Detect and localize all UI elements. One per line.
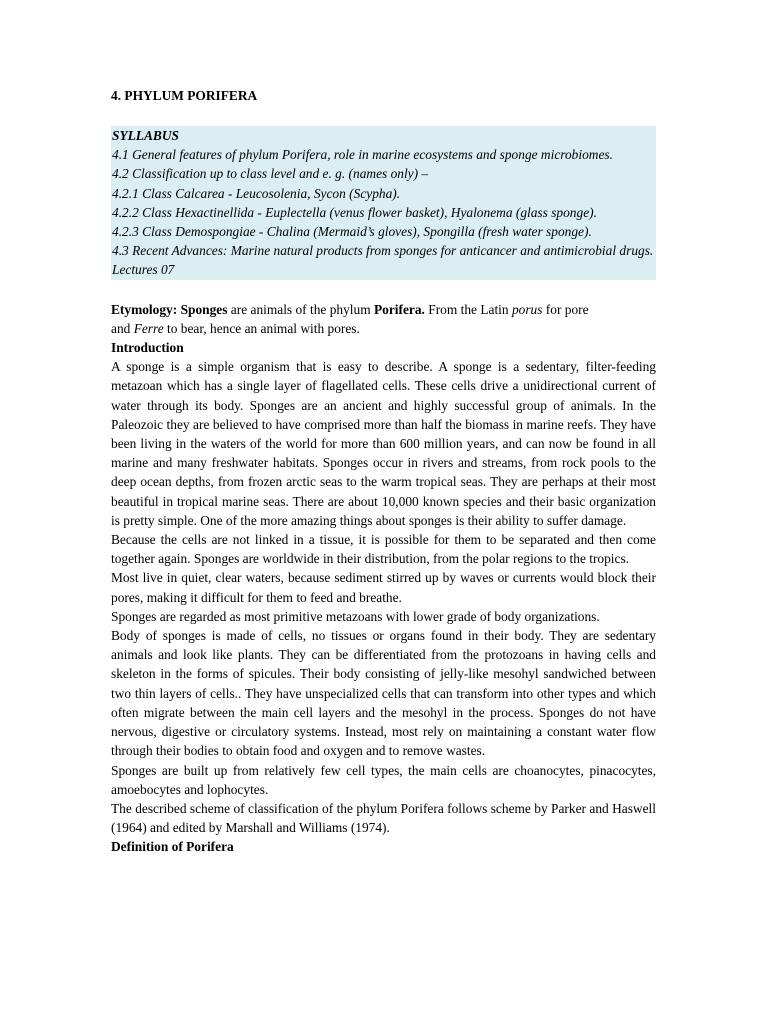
etymology-text: to bear, hence an animal with pores. [163,320,360,336]
etymology-text: From the Latin [424,301,512,317]
etymology-text: and [111,320,134,336]
syllabus-item: 4.2.3 Class Demospongiae - Chalina (Mermaid’s gloves), Spongilla (fresh water sponge). [112,224,592,240]
body-paragraph: Because the cells are not linked in a tissue, it is possible for them to be separated and then come together again. Sponges are worldwide in their distribution, from the polar regions to the tropics. [111,532,656,567]
etymology-term-ferre: Ferre [133,320,164,336]
syllabus-item: 4.3 Recent Advances: Marine natural products from sponges for anticancer and antimicrobial drugs. [112,243,654,259]
body-paragraph: The described scheme of classification of the phylum Porifera follows scheme by Parker and Haswell (1964) and edited by Marshall and Williams (1974). [111,800,656,836]
chapter-title: 4. PHYLUM PORIFERA [111,88,258,103]
etymology-paragraph [111,300,656,338]
etymology-term-porifera: Porifera. [373,301,425,317]
syllabus-item: 4.2.2 Class Hexactinellida - Euplectella (venus flower basket), Hyalonema (glass sponge). [112,204,597,220]
etymology-term-porus: porus [511,301,543,317]
definition-heading: Definition of Porifera [111,839,234,855]
syllabus-lectures: Lectures 07 [112,262,175,278]
syllabus-item: 4.1 General features of phylum Porifera, role in marine ecosystems and sponge microbiomes. [112,147,613,163]
document-body [111,300,656,857]
introduction-heading: Introduction [111,340,184,356]
etymology-label: Etymology: [111,301,178,317]
body-paragraph: Most live in quiet, clear waters, because sediment stirred up by waves or currents would block their pores, making it difficult for them to feed and breathe. [111,570,656,605]
body-paragraph: Sponges are regarded as most primitive metazoans with lower grade of body organizations. [111,608,600,624]
syllabus-heading: SYLLABUS [112,128,179,143]
body-paragraph: Sponges are built up from relatively few cell types, the main cells are choanocytes, pinacocytes, amoebocytes and lophocytes. [111,762,656,797]
syllabus-item: 4.2 Classification up to class level and e. g. (names only) – [112,166,429,182]
body-paragraph: Body of sponges is made of cells, no tissues or organs found in their body. They are sedentary animals and look like plants. They can be differentiated from the protozoans in having cells and skeleton in the forms of spicules. Their body consisting of jelly-like mesohyl sandwiched between two thin layers of cells.. They have unspecialized cells that can transform into other types and which often migrate between the main cell layers and the mesohyl in the process. Sponges do not have nervous, digestive or circulatory systems. Instead, most rely on maintaining a constant water flow through their bodies to obtain food and oxygen and to remove wastes. [111,628,656,759]
etymology-term-sponges: Sponges [180,301,228,317]
etymology-text: for pore [542,301,589,317]
body-paragraph: A sponge is a simple organism that is easy to describe. A sponge is a sedentary, filter-feeding metazoan which has a single layer of flagellated cells. These cells drive a unidirectional current of water through its body. Sponges are an ancient and highly successful group of animals. In the Paleozoic they are believed to have comprised more than half the biomass in marine reefs. They have been living in the waters of the world for more than 600 million years, and can now be found in all marine and many freshwater habitats. Sponges occur in rivers and streams, from rock pools to the deep ocean depths, from frozen arctic seas to the warm tropical seas. They are perhaps at their most beautiful in tropical marine seas. There are about 10,000 known species and their basic organization is pretty simple. One of the more amazing things about sponges is their ability to suffer damage. [111,359,656,528]
syllabus-box [111,126,656,280]
etymology-text: are animals of the phylum [227,301,374,317]
syllabus-item: 4.2.1 Class Calcarea - Leucosolenia, Sycon (Scypha). [112,185,401,201]
